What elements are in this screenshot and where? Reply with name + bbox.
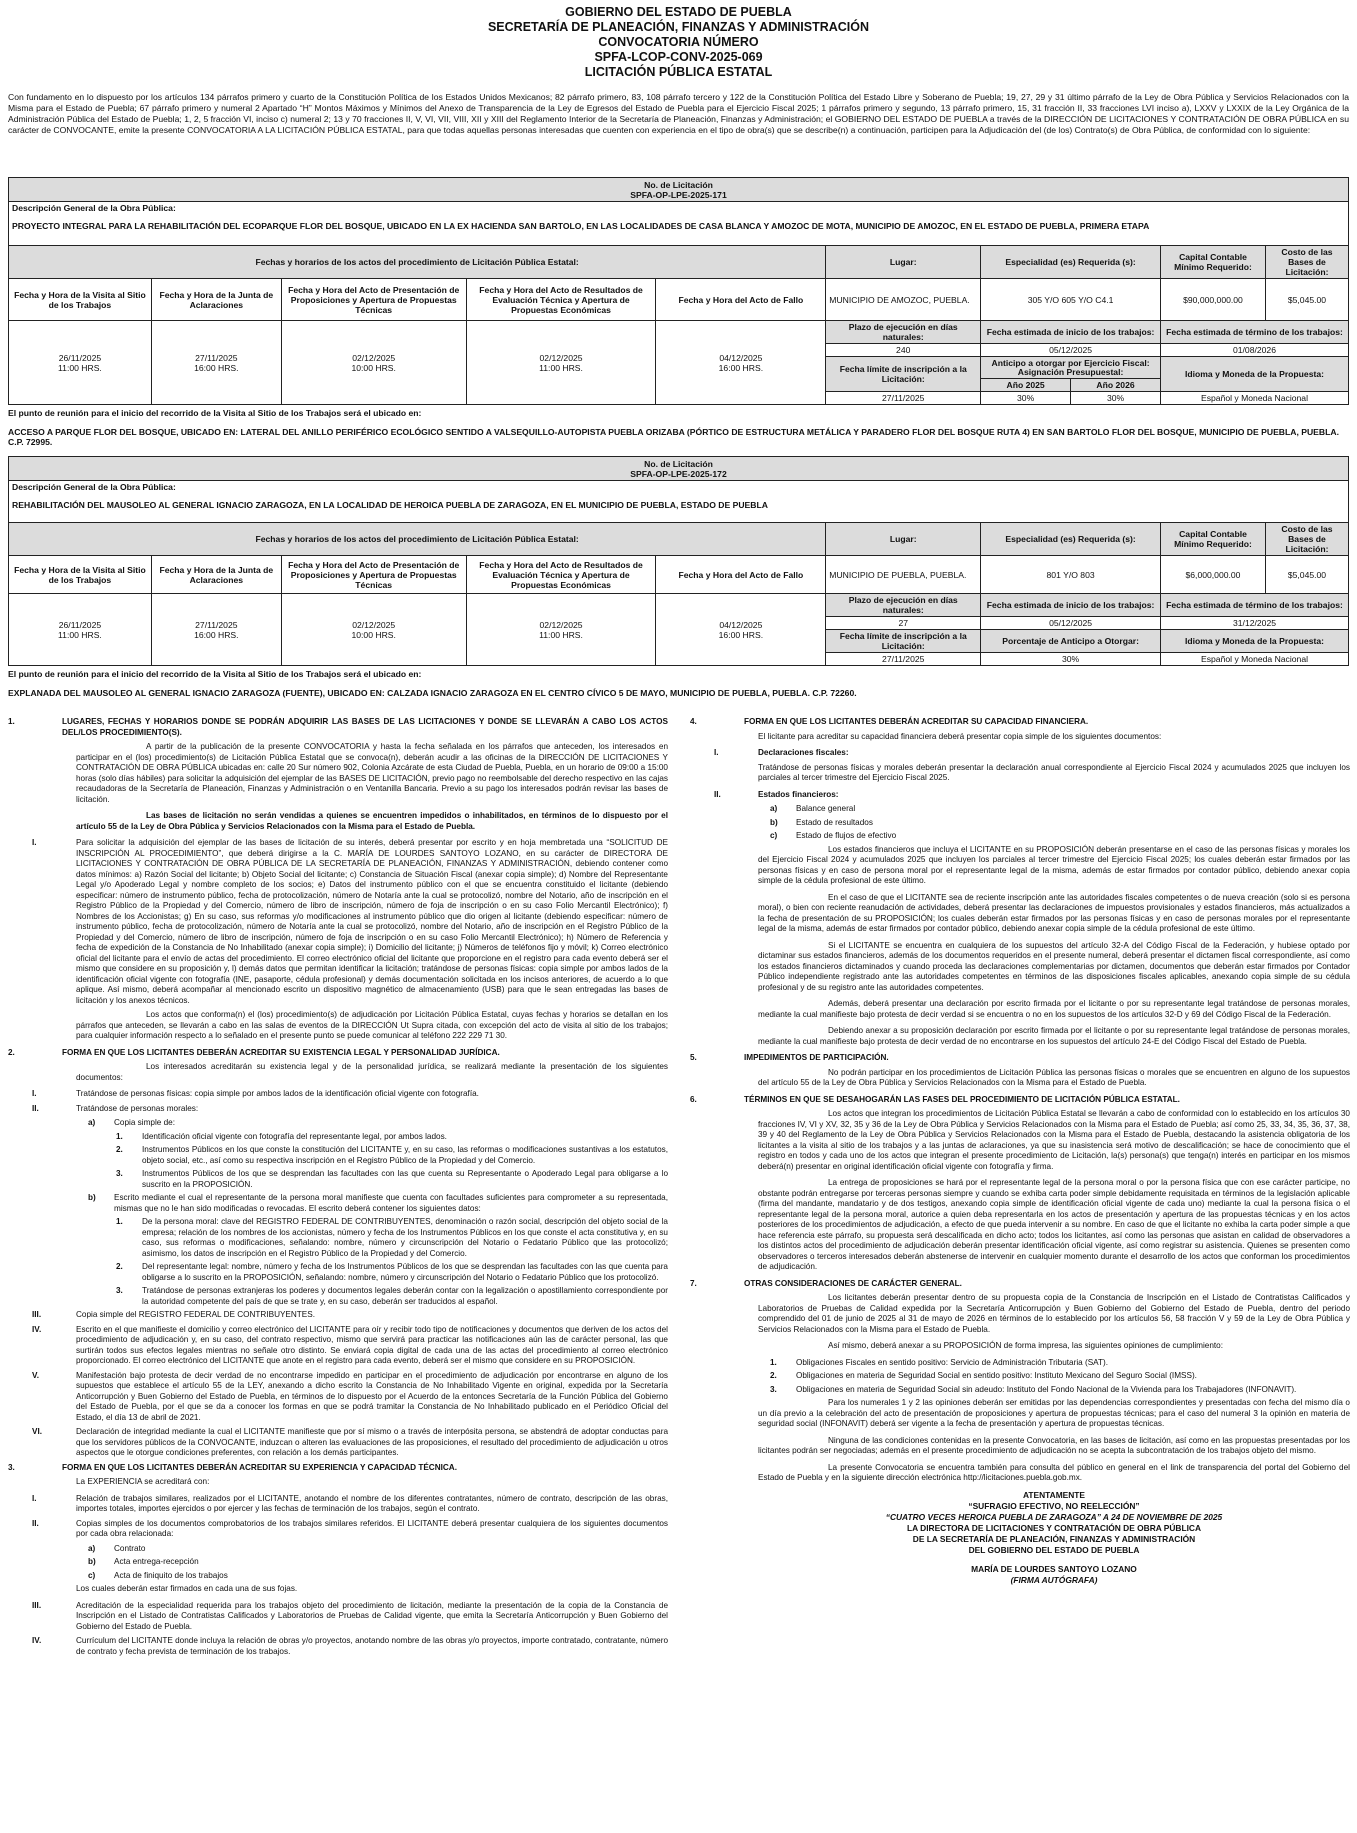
lic2-t2: 16:00 HRS. [194,629,239,640]
lic1-d5: 04/12/2025 [719,352,763,363]
lic2-costo: $5,045.00 [1265,556,1348,594]
s2-item-i: I. Tratándose de personas físicas: copia simple por ambos lados de la identificación oficial vigente con fotografía. [32,1089,479,1098]
header-licitacion-type: LICITACIÓN PÚBLICA ESTATAL [584,65,773,79]
section-7-title: 7. OTRAS CONSIDERACIONES DE CARÁCTER GENERAL. [690,1278,962,1288]
lic2-inicio-label: Fecha estimada de inicio de los trabajos: [981,594,1161,617]
s4-paragraph-2: Los estados financieros que incluya el LICITANTE en su PROPOSICIÓN deberán presentarse en el caso de las personas físicas y morales los del Ejercicio Fiscal 2024 y acumulados 2025 que incluyen los parciales al tercer trimestre del Ejercicio Fiscal 2025; los cuales deberán estar firmados por las personas físicas y en caso de persona moral por el representante legal de la misma, además de estar firmados por contador público, debiendo anexar copia simple de la cédula profesional de este último. [758,844,1350,885]
section-6-title: 6. TÉRMINOS EN QUE SE DESAHOGARÁN LAS FASES DEL PROCEDIMIENTO DE LICITACIÓN PÚBLICA ESTATAL. [690,1094,1180,1104]
s7-paragraph-3: Para los numerales 1 y 2 las opiniones deberán ser emitidas por las dependencias correspondientes y presentadas con fecha del mismo día o un día previo a la celebración del acto de presentación de proposiciones y apertura de propuestas técnicas; para el caso del numeral 3 la opinión en materia de seguridad social (INFONAVIT) deberá ser vigente a la fecha de presentación y apertura de propuestas técnicas. [758,1398,1350,1428]
lic1-anticipo-label: Anticipo a otorgar por Ejercicio Fiscal: [991,357,1150,368]
lic1-idioma: Español y Moneda Nacional [1161,392,1349,405]
s1-paragraph-1: A partir de la publicación de la presente CONVOCATORIA y hasta la fecha señalada en los párrafos que anteceden, los interesados en participar en el (los) procedimiento(s) de Licitación Pública Estatal que se convoca(n), deberán acudir a las oficinas de la DIRECCIÓN DE LICITACIONES Y CONTRATACIÓN DE OBRA PÚBLICA ubicadas en: calle 20 Sur número 902, Colonia Azcárate de esta Ciudad de Puebla, Puebla, en un horario de 09:00 a 15:00 horas (solo días hábiles) para solicitar la adquisición del ejemplar de las BASES DE LICITACIÓN, previo pago no reembolsable del derecho respectivo en las cajas recaudadoras de la Secretaría de Planeación, Finanzas y Administración o en Ventanilla Bancaria. Previo a su pago los interesados podrán revisar las bases de licitación. [76,742,668,804]
lic1-d1: 26/11/2025 [58,352,102,363]
lic2-d1: 26/11/2025 [58,619,102,630]
document-header [0,5,1357,80]
right-column [690,713,1350,1586]
lic2-t5: 16:00 HRS. [718,629,764,640]
header-government: GOBIERNO DEL ESTADO DE PUEBLA [565,5,792,19]
s1-item-i: I. Para solicitar la adquisición del ejemplar de las bases de licitación de su interés, deberá presentar por escrito y en hoja membretada una “SOLICITUD DE INSCRIPCIÓN AL PROCEDIMIENTO”, que deberá dirigirse a la C. MARÍA DE LOURDES SANTOYO LOZANO, en su carácter de DIRECTORA DE LICITACIONES Y CONTRATACIÓN DE OBRA PÚBLICA DE LA SECRETARÍA DE PLANEACIÓN, FINANZAS Y ADMINISTRACIÓN, debiendo contener como datos mínimos: a) Razón Social del licitante; b) Objeto Social del licitante; c) Constancia de Situación Fiscal (anexar copia simple); d) Nombre del Representante Legal y/o Apoderado Legal y nombre completo de los socios; e) Datos del instrumento público con el que se encuentra constituido el licitante (debiendo especificar: número de instrumento público, fecha de protocolización, número de Notaría ante la cual se protocolizó, nombre del Notario, año de inscripción en el Registro Público de la Propiedad y del Comercio, número de libro de inscripción, número de foja de inscripción o en su caso Folio Mercantil Electrónico); f) Nombres de los Accionistas; g) En su caso, sus reformas y/o modificaciones al instrumento público que dio origen al licitante (debiendo especificar: número de instrumento público, fecha de protocolización, número de Notaría ante la cual se protocolizó, nombre del Notario, año de inscripción en el Registro Público de la Propiedad y del Comercio, número de libro de inscripción, número de foja de inscripción o en su caso Folio Mercantil Electrónico); h) Número de Referencia y fecha de expedición de la Constancia de No Inhabilitado (anexar copia simple); i) Domicilio del licitante; j) Números de teléfonos fijo y móvil; k) Correo electrónico oficial del licitante para el envío de actas del procedimiento. El correo electrónico oficial del licitante que proporcione en el registro para cada evento deberá ser el mismo que considere en su proposición y, l) demás datos que permitan identificar la licitación; tratándose de personas físicas: copia simple por ambos lados de la identificación oficial vigente con fotografía (INE, pasaporte, cédula profesional) y demás documentación solicitada en los incisos anteriores, de acuerdo a lo que aplique. Así mismo, deberá acompañar al mencionado escrito un dispositivo magnético de almacenamiento (USB) para que le sean entregadas las bases de licitación y los anexos técnicos. [32,838,668,1005]
lic2-desc: REHABILITACIÓN DEL MAUSOLEO AL GENERAL IGNACIO ZARAGOZA, EN LA LOCALIDAD DE HEROICA PUEBLA DE ZARAGOZA, EN EL MUNICIPIO DE PUEBLA, ESTADO DE PUEBLA [12,500,768,510]
signature-role-3: DEL GOBIERNO DEL ESTADO DE PUEBLA [968,1544,1140,1555]
lic2-h-resultados: Fecha y Hora del Acto de Resultados de Evaluación Técnica y Apertura de Propuestas Económicas [466,556,656,594]
s1-paragraph-3: Los actos que conforma(n) el (los) procedimiento(s) de adjudicación por Licitación Pública Estatal, cuyas fechas y horarios se detallan en los párrafos que anteceden, se llevarán a cabo en las salas de eventos de la DIRECCIÓN Ut Supra citada, con excepción del acto de visita al sitio de los trabajos; para cualquier información respecto a lo señalado en el presente punto se puede comunicar al teléfono 222 229 71 30. [76,1010,668,1040]
lic2-lugar: MUNICIPIO DE PUEBLA, PUEBLA. [826,556,981,594]
lic1-termino-label: Fecha estimada de término de los trabajos: [1161,321,1349,344]
lic2-h-presentacion: Fecha y Hora del Acto de Presentación de Proposiciones y Apertura de Propuestas Técnicas [281,556,466,594]
s7-paragraph-2: Así mismo, deberá anexar a su PROPOSICIÓN de forma impresa, las siguientes opiniones de cumplimiento: [828,1341,1223,1350]
lic1-desc: PROYECTO INTEGRAL PARA LA REHABILITACIÓN DEL ECOPARQUE FLOR DEL BOSQUE, UBICADO EN LA EX HACIENDA SAN BARTOLO, EN LAS LOCALIDADES DE CASA BLANCA Y AMOZOC DE MOTA, MUNICIPIO DE AMOZOC, EN EL ESTADO DE PUEBLA, PRIMERA ETAPA [12,221,1150,231]
s7-paragraph-1: Los licitantes deberán presentar dentro de su propuesta copia de la Constancia de Inscripción en el Listado de Contratistas Calificados y Laboratorios de Pruebas de Calidad expedida por la Secretaría Anticorrupción y Buen Gobierno del Gobierno del Estado de Puebla, dentro del periodo comprendido del 01 de junio de 2025 al 31 de mayo de 2026 en términos de lo establecido por los artículos 56, 58 fracción V y 59 de la Ley de Obra Pública y Servicios Relacionados con la Misma para el Estado de Puebla. [758,1293,1350,1334]
lic2-idioma: Español y Moneda Nacional [1161,653,1349,666]
lic1-h-fallo: Fecha y Hora del Acto de Fallo [656,279,826,321]
s3-item-c: c) Acta de finiquito de los trabajos [88,1570,228,1580]
lic2-idioma-label: Idioma y Moneda de la Propuesta: [1161,630,1349,653]
lic1-t5: 16:00 HRS. [718,362,764,373]
lic1-meeting-point [8,405,1349,451]
s2-item-ii: II. Tratándose de personas morales: [32,1103,199,1113]
s2-item-a: a) Copia simple de: [88,1118,175,1127]
lic2-d4: 02/12/2025 [539,619,583,630]
lic2-anticipo: 30% [981,653,1161,666]
s4-paragraph-5: Además, deberá presentar una declaración por escrito firmada por el licitante o por su representante legal tratándose de personas morales, mediante la cual manifieste bajo protesta de decir verdad si se encuentra o no en los supuestos de los artículos 32-D y 69 del Código Fiscal de la Federación. [758,999,1350,1019]
lic2-cap: $6,000,000.00 [1161,556,1266,594]
s2-item-b1: 1. De la persona moral: clave del REGISTRO FEDERAL DE CONTRIBUYENTES, denominación o razón social, descripción del objeto social de la empresa; relación de los nombres de los accionistas, número y fecha de los Instrumentos Públicos en los que conste el acta constitutiva y, en su caso, sus reformas o modificaciones, señalando: nombre, número y circunscripción del Notario o Fedatario Público que las protocolizó; asimismo, los datos de inscripción en el Registro Público de la Propiedad y del Comercio. [116,1217,668,1258]
lic1-y1: 30% [981,392,1071,405]
s2-item-a2: 2. Instrumentos Públicos en los que conste la constitución del LICITANTE y, en su caso, las reformas o modificaciones sustantivas a los estatutos, objeto social, etc., así como su respectiva inscripción en el Registro Público de la Propiedad y del Comercio. [116,1145,668,1165]
lic2-termino-label: Fecha estimada de término de los trabajos: [1161,594,1349,617]
lic1-lugar: MUNICIPIO DE AMOZOC, PUEBLA. [826,279,981,321]
lic2-d2: 27/11/2025 [195,619,238,630]
header-convocatoria-label: CONVOCATORIA NÚMERO [598,35,759,49]
lic1-meet: ACCESO A PARQUE FLOR DEL BOSQUE, UBICADO EN: LATERAL DEL ANILLO PERIFÉRICO ECOLÓGICO SENTIDO A VALSEQUILLO-AUTOPISTA PUEBLA ORIZABA (PÓRTICO DE ESTRUCTURA METÁLICA Y PARADERO FLOR DEL BOSQUE RUTA 4) EN SAN BARTOLO FLOR DEL BOSQUE, MUNICIPIO DE PUEBLA, PUEBLA. C.P. 72995. [8,426,1339,448]
section-4-title: 4. FORMA EN QUE LOS LICITANTES DEBERÁN ACREDITAR SU CAPACIDAD FINANCIERA. [690,717,1089,726]
lic1-costo: $5,045.00 [1265,279,1348,321]
s4-item-ii: II. Estados financieros: [714,789,839,799]
s3-item-i: I. Relación de trabajos similares, realizados por el LICITANTE, anotando el nombre de los diferentes contratantes, número de contrato, descripción de las obras, importes totales, importes ejercidos o por ejercer y las fechas de terminación de los trabajos, según el contrato. [32,1493,668,1513]
signature-role-1: LA DIRECTORA DE LICITACIONES Y CONTRATACIÓN DE OBRA PÚBLICA [906,1522,1202,1533]
lic1-limite-label: Fecha límite de inscripción a la Licitación: [826,357,981,392]
header-secretariat: SECRETARÍA DE PLANEACIÓN, FINANZAS Y ADMINISTRACIÓN [487,20,870,34]
lic1-t1: 11:00 HRS. [58,362,102,373]
lic1-no-label: No. de Licitación [644,179,713,190]
lic2-t1: 11:00 HRS. [58,629,102,640]
lic1-d4: 02/12/2025 [539,352,583,363]
lic1-inicio-label: Fecha estimada de inicio de los trabajos: [981,321,1161,344]
signature-block [758,1490,1350,1586]
licitacion-table-172 [8,456,1349,698]
lic1-plazo: 240 [826,344,981,357]
s2-item-b3: 3. Tratándose de personas extranjeras los poderes y documentos legales deberán contar con la legalización o apostillamiento correspondiente por la autoridad competente del país de que se trate y, en su caso, deberán ser traducidos al español. [116,1286,668,1306]
signature-name: MARÍA DE LOURDES SANTOYO LOZANO [971,1563,1137,1574]
s3-paragraph-2: Los cuales deberán estar firmados en cada una de sus fojas. [76,1584,298,1593]
lic2-meet: EXPLANADA DEL MAUSOLEO AL GENERAL IGNACIO ZARAGOZA (FUENTE), UBICADO EN: CALZADA IGNACIO ZARAGOZA EN EL CENTRO CÍVICO 5 DE MAYO, MUNICIPIO DE PUEBLA, PUEBLA. C.P. 72260. [8,687,857,698]
s3-item-a: a) Contrato [88,1543,146,1553]
s2-item-a3: 3. Instrumentos Públicos de los que se desprendan las facultades con las que cuenta su Representante o Apoderado Legal para obligarse a lo suscrito en la PROPOSICIÓN. [116,1169,668,1189]
section-2-title: 2. FORMA EN QUE LOS LICITANTES DEBERÁN ACREDITAR SU EXISTENCIA LEGAL Y PERSONALIDAD JURÍDICA. [8,1047,500,1057]
s4-paragraph-6: Debiendo anexar a su proposición declaración por escrito firmada por el licitante o por su representante legal tratándose de personas morales, mediante la cual manifieste bajo protesta de decir verdad de no encontrarse en los supuestos del artículo 24-E del Código Fiscal del Estado de Puebla. [758,1026,1350,1046]
s3-item-iv: IV. Currículum del LICITANTE donde incluya la relación de obras y/o proyectos, anotando nombre de las obras y/o proyectos, importe contratado, contratante, número de contrato y fecha prevista de terminación de los trabajos. [32,1636,668,1656]
lic1-meet-label: El punto de reunión para el inicio del recorrido de la Visita al Sitio de los Trabajos será el ubicado en: [8,408,422,418]
s7-item-3: 3. Obligaciones en materia de Seguridad Social sin adeudo: Instituto del Fondo Nacional de la Vivienda para los Trabajadores (INFONAVIT). [770,1384,1297,1394]
lic1-inicio: 05/12/2025 [981,344,1161,357]
lic1-desc-label: Descripción General de la Obra Pública: [12,203,176,213]
s7-item-2: 2. Obligaciones en materia de Seguridad Social en sentido positivo: Instituto Mexicano del Seguro Social (IMSS). [770,1371,1197,1380]
lic2-no: SPFA-OP-LPE-2025-172 [630,468,727,479]
lic2-h-junta: Fecha y Hora de la Junta de Aclaraciones [151,556,281,594]
lic2-esp-label: Especialidad (es) Requerida (s): [981,523,1161,556]
lic1-d3: 02/12/2025 [352,352,396,363]
s4-item-b: b) Estado de resultados [770,817,873,827]
s4-item-i-text: Tratándose de personas físicas y morales deberán presentar la declaración anual correspondiente al Ejercicio Fiscal 2024 y acumulados 2025 que incluyen los parciales al tercer trimestre del Ejercicio Fiscal 2025. [758,762,1350,782]
lic1-asig-label: Asignación Presupuestal: [1017,366,1124,377]
lic1-cap-label: Capital Contable Mínimo Requerido: [1161,246,1266,279]
s2-item-iii: III. Copia simple del REGISTRO FEDERAL DE CONTRIBUYENTES. [32,1310,316,1319]
lic2-inicio: 05/12/2025 [981,617,1161,630]
s7-item-1: 1. Obligaciones Fiscales en sentido positivo: Servicio de Administración Tributaria (SAT). [770,1357,1109,1367]
lic2-meeting-point [8,666,1349,701]
lic2-h-fallo: Fecha y Hora del Acto de Fallo [656,556,826,594]
signature-role-2: DE LA SECRETARÍA DE PLANEACIÓN, FINANZAS Y ADMINISTRACIÓN [912,1533,1196,1544]
lic2-desc-label: Descripción General de la Obra Pública: [12,482,176,492]
s6-paragraph-1: Los actos que integran los procedimientos de Licitación Pública Estatal se llevarán a cabo de conformidad con lo establecido en los artículos 30 fracciones IV, VI y XV, 32, 35 y 36 de la Ley de Obra Pública y Servicios Relacionados con la Misma para el Estado de Puebla; así como 25, 33, 34, 35, 36, 37, 38, 39 y 40 del Reglamento de la Ley de Obra Pública y Servicios Relacionados con la Misma para el Estado de Puebla, destacando la asistencia obligatoria de los licitantes a la visita al sitio de los trabajos y a las juntas de aclaraciones, ya que su inasistencia será motivo de descalificación; se hace de conocimiento que el registro en todos y cada uno de los actos que integran el presente procedimiento de Licitación, la(s) persona(s) que tenga(n) interés en participar en los mismos deberá(n) presentar en original identificación oficial vigente con fotografía y firma. [758,1109,1350,1171]
lic2-limite-label: Fecha límite de inscripción a la Licitación: [826,630,981,653]
lic1-cap: $90,000,000.00 [1161,279,1266,321]
lic1-dates-label: Fechas y horarios de los actos del procedimiento de Licitación Pública Estatal: [9,246,826,279]
lic2-d3: 02/12/2025 [352,619,396,630]
lic2-cap-label: Capital Contable Mínimo Requerido: [1161,523,1266,556]
s4-paragraph-4: Si el LICITANTE se encuentra en cualquiera de los supuestos del artículo 32-A del Código Fiscal de la Federación, y hubiese optado por dictaminar sus estados financieros, además de los documentos requeridos en el presente numeral, deberá presentar el dictamen fiscal correspondiente, así como los estados financieros dictaminados y cuando proceda las declaraciones complementarias por dictamen, documentos que deberán estar firmados por Contador Público independiente registrado ante las autoridades competentes en términos de las disposiciones fiscales aplicables, anexando copia simple de su cédula profesional y de su registro ante las autoridades competentes. [758,940,1350,992]
intro-paragraph: Con fundamento en lo dispuesto por los artículos 134 párrafos primero y cuarto de la Constitución Política de los Estados Unidos Mexicanos; 82 párrafo primero, 83, 108 párrafo tercero y 122 de la Constitución Política del Estado Libre y Soberano de Puebla; 19, 27, 29 y 31 último párrafo de la Ley de Obra Pública y Servicios Relacionados con la Misma para el Estado de Puebla; 67 párrafo primero y numeral 2 Apartado “H” Montos Máximos y Mínimos del Anexo de Transparencia de la Ley de Egresos del Estado de Puebla para el Ejercicio Fiscal 2025; 1 párrafos primero y segundo, 13 párrafo primero, 15, 31 fracción II, 33 fracciones LVI inciso a), LXXV y LXXIX de la Ley Orgánica de la Administración Pública del Estado de Puebla; 1, 2, 5 fracción VI, inciso c) numeral 2; 13 y 70 fracciones II, V, VI, VII, VIII, XII y XIII del Reglamento Interior de la Secretaría de Planeación, Finanzas y Administración; el GOBIERNO DEL ESTADO DE PUEBLA a través de la DIRECCIÓN DE LICITACIONES Y CONTRATACIÓN DE OBRA PÚBLICA en su carácter de CONVOCANTE, emite la presente CONVOCATORIA A LA LICITACIÓN PÚBLICA ESTATAL, para que todas aquellas personas interesadas que cuenten con experiencia en el tipo de obra(s) que se describe(n) a continuación, participen para la Adjudicación del (de los) Contrato(s) de Obra Pública, de conformidad con lo siguiente: [8,92,1349,135]
licitacion-table-171 [8,177,1349,448]
lic1-d2: 27/11/2025 [195,352,238,363]
s2-paragraph-1: Los interesados acreditarán su existencia legal y de la personalidad jurídica, se realizará mediante la presentación de los siguientes documentos: [76,1062,668,1082]
s6-paragraph-2: La entrega de proposiciones se hará por el representante legal de la persona moral o por la persona física que con ese carácter participe, no obstante podrán entregarse por terceras personas siempre y cuando se exhiba carta poder simple debidamente requisitada en términos de la legislación aplicable (firma del mandante, mandatario y de dos testigos, anexando copia simple de identificación oficial vigente de cada uno) mediante la cual la persona física o el representante legal de la persona moral, autorice a quien deba representarla en los actos de presentación y apertura de las propuestas técnicas y en los actos posteriores de los procedimientos de adjudicación, a efecto de que pueda intervenir a su nombre. En caso de que el licitante no exhiba la carta poder simple a que hace referencia este párrafo, su propuesta será descalificada en dicho acto; todos los licitantes, así como las personas que asistan en calidad de observadores a los distintos actos del procedimiento de adjudicación deberán presentar identificación oficial vigente, así como registrar su asistencia. Quienes se presenten como observadores o terceros interesados deberán abstenerse de intervenir en cualquier momento durante el desarrollo de los actos que conforman los procedimientos de adjudicación. [758,1178,1350,1271]
s2-item-a1: 1. Identificación oficial vigente con fotografía del representante legal, por ambos lados. [116,1131,447,1141]
s3-item-ii: II. Copias simples de los documentos comprobatorios de los trabajos similares referidos. El LICITANTE deberá presentar cualquiera de los siguientes documentos por cada obra relacionada: [32,1518,668,1538]
lic1-costo-label: Costo de las Bases de Licitación: [1265,246,1348,279]
lic1-y2-label: Año 2026 [1071,379,1161,392]
signature-atentamente: ATENTAMENTE [1022,1489,1086,1500]
lic1-no: SPFA-OP-LPE-2025-171 [630,189,727,200]
lic2-h-visita: Fecha y Hora de la Visita al Sitio de los Trabajos [9,556,152,594]
lic2-costo-label: Costo de las Bases de Licitación: [1265,523,1348,556]
lic2-limite: 27/11/2025 [826,653,981,666]
lic1-h-resultados: Fecha y Hora del Acto de Resultados de Evaluación Técnica y Apertura de Propuestas Económicas [466,279,656,321]
s4-item-i: I. Declaraciones fiscales: [714,748,849,757]
lic1-t2: 16:00 HRS. [194,362,239,373]
left-column [8,713,668,1661]
s3-item-b: b) Acta entrega-recepción [88,1557,199,1566]
lic2-esp: 801 Y/O 803 [981,556,1161,594]
s4-paragraph-1: El licitante para acreditar su capacidad financiera deberá presentar copia simple de los siguientes documentos: [758,731,1162,741]
lic2-no-label: No. de Licitación [644,458,713,469]
lic2-plazo-label: Plazo de ejecución en días naturales: [826,594,981,617]
section-5-title: 5. IMPEDIMENTOS DE PARTICIPACIÓN. [690,1053,889,1062]
header-convocatoria-number: SPFA-LCOP-CONV-2025-069 [594,50,763,64]
lic2-anticipo-label: Porcentaje de Anticipo a Otorgar: [981,630,1161,653]
lic1-limite: 27/11/2025 [826,392,981,405]
s2-item-v: V. Manifestación bajo protesta de decir verdad de no encontrarse impedido en participar en el procedimiento de adjudicación por encontrarse en alguno de los supuestos que establece el artículo 55 de la LEY, anexando a dicho escrito la Constancia de No Inhabilitado Vigente en original, expedida por la Secretaría Anticorrupción y Buen Gobierno del Estado de Puebla, en términos de lo dispuesto por el Acuerdo de la entonces Secretaría de la Función Pública del Gobierno del Estado de Puebla, por el que se da a conocer los formas en que se podrá tramitar la Constancia de No Inhabilitado publicado en el Periódico Oficial del Estado, el día 13 de abril de 2021. [32,1370,668,1422]
s2-item-vi: VI. Declaración de integridad mediante la cual el LICITANTE manifieste que por sí mismo o a través de interpósita persona, se abstendrá de adoptar conductas para que los servidores públicos de la CONVOCANTE, induzcan o alteren las evaluaciones de las proposiciones, el resultado del procedimiento de adjudicación u otros aspectos que le otorgue condiciones preferentes, con relación a los demás participantes. [32,1427,668,1457]
s4-item-c: c) Estado de flujos de efectivo [770,831,897,840]
signature-note: (FIRMA AUTÓGRAFA) [1010,1574,1098,1585]
section-1-title: 1. LUGARES, FECHAS Y HORARIOS DONDE SE PODRÁN ADQUIRIR LAS BASES DE LAS LICITACIONES Y DONDE SE LLEVARÁN A CABO LOS ACTOS DEL/LOS PROCEDIMIENTO(S). [8,717,668,737]
lic2-t4: 11:00 HRS. [539,629,583,640]
lic2-d5: 04/12/2025 [719,619,763,630]
lic2-dates-label: Fechas y horarios de los actos del procedimiento de Licitación Pública Estatal: [9,523,826,556]
lic2-termino: 31/12/2025 [1161,617,1349,630]
s2-item-b2: 2. Del representante legal: nombre, número y fecha de los Instrumentos Públicos de los que se desprendan las facultades con las que cuenta para obligarse a lo suscrito en la PROPOSICIÓN, señalando: nombre, número y circunscripción del Notario o Fedatario Público que los protocolizó. [116,1262,668,1282]
signature-motto: “SUFRAGIO EFECTIVO, NO REELECCIÓN” [968,1500,1140,1511]
lic1-h-presentacion: Fecha y Hora del Acto de Presentación de Proposiciones y Apertura de Propuestas Técnicas [281,279,466,321]
s5-paragraph-1: No podrán participar en los procedimientos de Licitación Pública las personas físicas o morales que se encuentren en alguno de los supuestos del artículo 55 de la Ley de Obra Pública y Servicios Relacionados con la Misma para el Estado de Puebla. [758,1067,1350,1087]
lic1-lugar-label: Lugar: [826,246,981,279]
lic1-h-visita: Fecha y Hora de la Visita al Sitio de los Trabajos [9,279,152,321]
s7-paragraph-4: Ninguna de las condiciones contenidas en la presente Convocatoria, en las bases de licitación, así como en las propuestas presentadas por los licitantes podrán ser negociadas; además en el presente procedimiento de adjudicación no se acepta la subcontratación de los trabajos objeto del mismo. [758,1435,1350,1455]
s4-paragraph-3: En el caso de que el LICITANTE sea de reciente inscripción ante las autoridades fiscales competentes o de nueva creación (solo si es persona moral), o bien con reciente reanudación de actividades, deberá presentar las declaraciones de impuestos provisionales y estados financieros, más actualizados a la fecha de presentación de su PROPOSICIÓN; los cuales deberán estar firmados por las personas físicas y en caso de personas morales por el representante legal de la misma, además de estar firmados por contador público, debiendo anexar copia simple de la cédula profesional de este último. [758,892,1350,933]
section-3-title: 3. FORMA EN QUE LOS LICITANTES DEBERÁN ACREDITAR SU EXPERIENCIA Y CAPACIDAD TÉCNICA. [8,1462,457,1472]
s2-item-iv: IV. Escrito en el que manifieste el domicilio y correo electrónico del LICITANTE para oír y recibir todo tipo de notificaciones y documentos que deriven de los actos del procedimiento de adjudicación y, en su caso, del contrato respectivo, mismo que servirá para practicar las notificaciones aún las de carácter personal, las que surtirán todos sus efectos legales mientras no señale otro distinto. Se enviará copia digital de cada una de las actas del procedimiento al correo electrónico proporcionado. El correo electrónico del LICITANTE que anote en el registro para cada evento, deberá ser el mismo que considere en su PROPOSICIÓN. [32,1324,668,1365]
lic1-plazo-label: Plazo de ejecución en días naturales: [826,321,981,344]
lic1-t3: 10:00 HRS. [351,362,396,373]
signature-place-date: “CUATRO VECES HEROICA PUEBLA DE ZARAGOZA” A 24 DE NOVIEMBRE DE 2025 [885,1511,1223,1522]
lic1-t4: 11:00 HRS. [539,362,583,373]
lic1-idioma-label: Idioma y Moneda de la Propuesta: [1161,357,1349,392]
s2-item-b: b) Escrito mediante el cual el representante de la persona moral manifieste que cuenta con facultades suficientes para comprometer a su representada, mismas que no le han sido modificadas o revocadas. El escrito deberá contener los siguientes datos: [88,1193,668,1213]
s3-paragraph-1: La EXPERIENCIA se acreditará con: [76,1477,210,1486]
lic1-esp-label: Especialidad (es) Requerida (s): [981,246,1161,279]
lic1-h-junta: Fecha y Hora de la Junta de Aclaraciones [151,279,281,321]
lic1-y2: 30% [1071,392,1161,405]
lic1-esp: 305 Y/O 605 Y/O C4.1 [981,279,1161,321]
lic2-plazo: 27 [826,617,981,630]
s1-paragraph-2: Las bases de licitación no serán vendidas a quienes se encuentren impedidos o inhabilitados, en términos de lo dispuesto por el artículo 55 de la Ley de Obra Pública y Servicios Relacionados con la Misma para el Estado de Puebla. [76,811,668,831]
s3-item-iii: III. Acreditación de la especialidad requerida para los trabajos objeto del procedimiento de licitación, mediante la presentación de la copia de la Constancia de Inscripción en el Listado de Contratistas Calificados y Laboratorios de Pruebas de Calidad vigente, que emita la Secretaría Anticorrupción y Buen Gobierno del Gobierno del Estado de Puebla. [32,1600,668,1631]
s4-item-a: a) Balance general [770,804,856,813]
lic1-y1-label: Año 2025 [981,379,1071,392]
lic2-t3: 10:00 HRS. [351,629,396,640]
lic1-termino: 01/08/2026 [1161,344,1349,357]
lic2-meet-label: El punto de reunión para el inicio del recorrido de la Visita al Sitio de los Trabajos será el ubicado en: [8,669,422,679]
s7-paragraph-5: La presente Convocatoria se encuentra también para consulta del público en general en el link de transparencia del portal del Gobierno del Estado de Puebla y en la siguiente dirección electrónica http://licitaciones.puebla.gob.mx. [758,1462,1350,1482]
lic2-lugar-label: Lugar: [826,523,981,556]
